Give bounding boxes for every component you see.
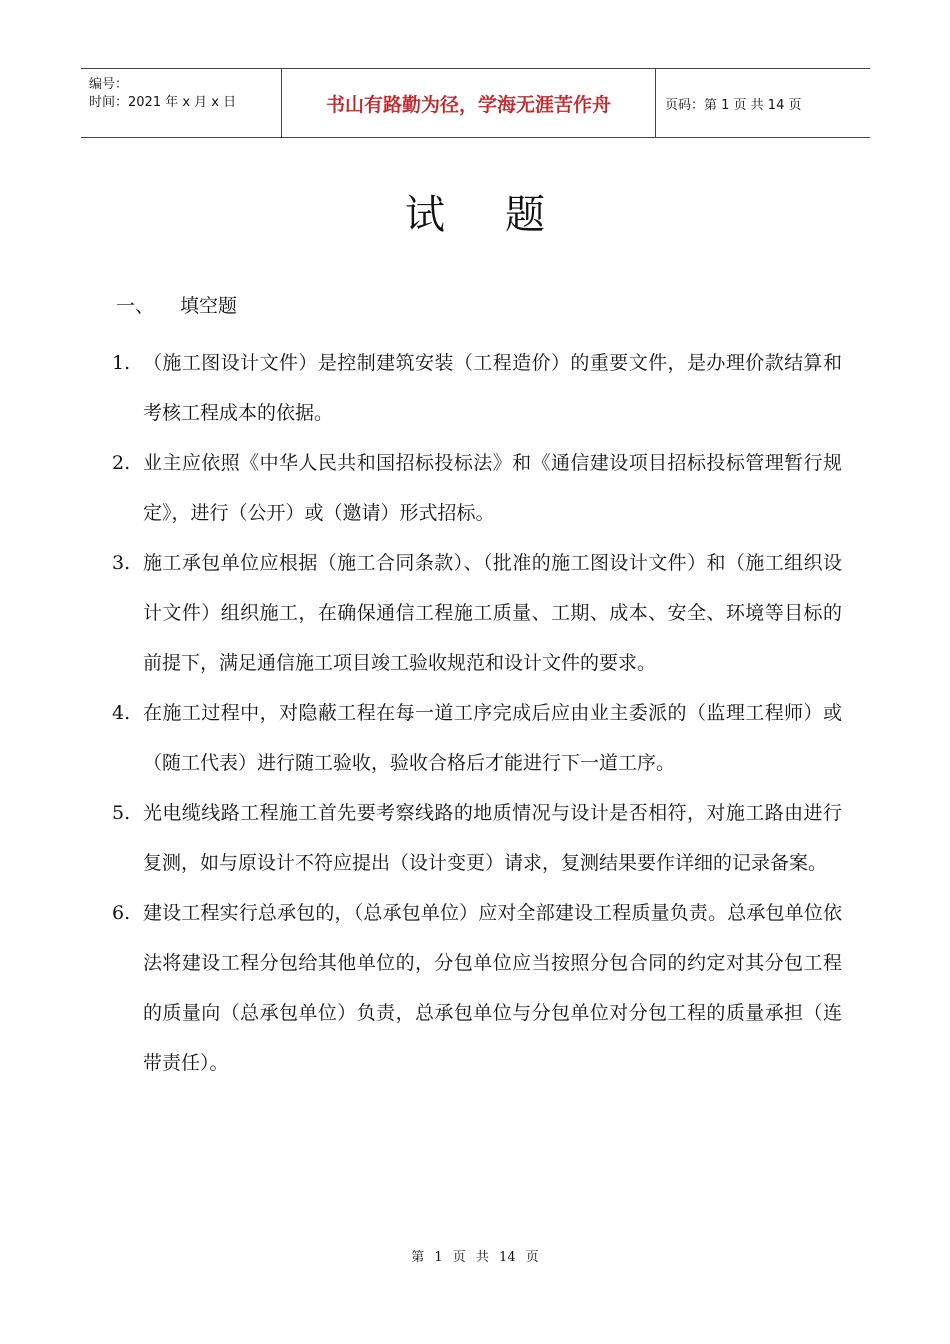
number-label: 编号： (89, 77, 129, 92)
item-number: 5. (112, 802, 131, 824)
item-text: 在施工过程中，对隐蔽工程在每一道工序完成后应由业主委派的（监理工程师）或（随工代表）进行随工验收，验收合格后才能进行下一道工序。 (143, 702, 842, 774)
item-number: 4. (112, 702, 131, 724)
item-text: 业主应依照《中华人民共和国招标投标法》和《通信建设项目招标投标管理暂行规定》，进行（公开）或（邀请）形式招标。 (143, 452, 842, 524)
item-number: 3. (112, 552, 131, 574)
section-number: 一、 (116, 295, 155, 317)
list-item (112, 438, 842, 538)
section-heading (116, 291, 237, 318)
list-item (112, 688, 842, 788)
question-list (112, 338, 842, 1088)
item-number: 1. (112, 352, 131, 374)
page-footer: 第 1 页 共 14 页 (411, 1250, 539, 1265)
item-number: 2. (112, 452, 131, 474)
list-item (112, 338, 842, 438)
section-label: 填空题 (180, 295, 238, 317)
item-text: 光电缆线路工程施工首先要考察线路的地质情况与设计是否相符，对施工路由进行复测，如与原设计不符应提出（设计变更）请求，复测结果要作详细的记录备案。 (143, 802, 842, 874)
header-motto: 书山有路勤为径，学海无涯苦作舟 (281, 69, 656, 137)
header-page-info: 页码：第 1 页 共 14 页 (665, 97, 802, 113)
list-item (112, 888, 842, 1088)
item-text: 施工承包单位应根据（施工合同条款）、（批准的施工图设计文件）和（施工组织设计文件）组织施工，在确保通信工程施工质量、工期、成本、安全、环境等目标的前提下，满足通信施工项目竣工验收规范和设计文件的要求。 (143, 552, 842, 674)
item-text: 建设工程实行总承包的，（总承包单位）应对全部建设工程质量负责。总承包单位依法将建设工程分包给其他单位的，分包单位应当按照分包合同的约定对其分包工程的质量向（总承包单位）负责，总承包单位与分包单位对分包工程的质量承担（连带责任）。 (143, 902, 842, 1074)
page-title: 试题 (405, 192, 605, 238)
header-meta (81, 69, 281, 137)
time-label: 时间：2021 年 x 月 x 日 (89, 95, 237, 110)
item-number: 6. (112, 902, 131, 924)
list-item (112, 538, 842, 688)
list-item (112, 788, 842, 888)
document-header (81, 68, 870, 138)
item-text: （施工图设计文件）是控制建筑安装（工程造价）的重要文件，是办理价款结算和考核工程成本的依据。 (143, 352, 842, 424)
